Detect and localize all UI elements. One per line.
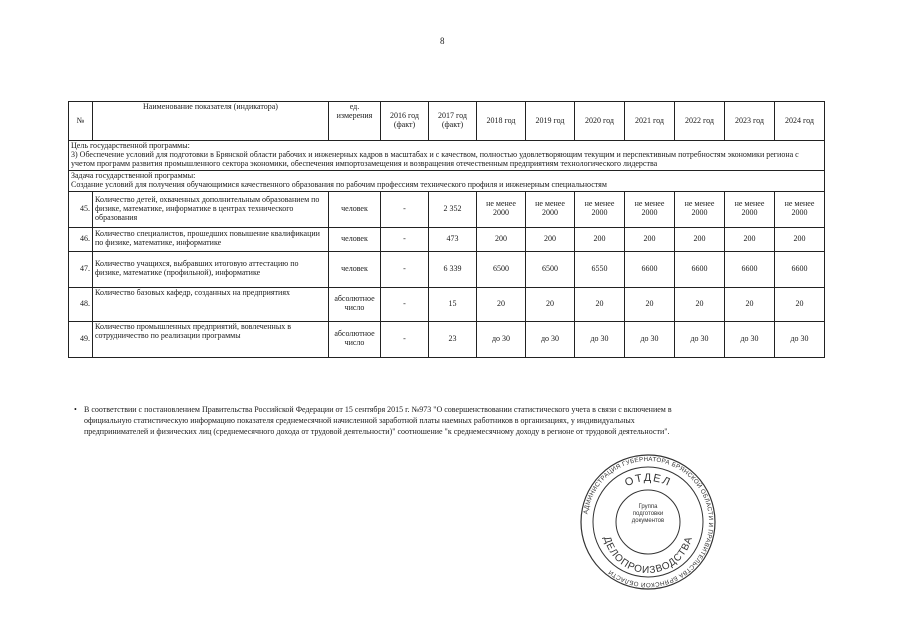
goal-text: 3) Обеспечение условий для подготовки в Брянской области рабочих и инженерных кадров в масштабах и с качеством, полностью удовлетворяющим текущим и перспективным потребностям экономики региона с учетом программ развития промышленного сектора экономики, обеспечения импортозамещения и возвращения отечественным предприятиям технологического лидерства [71, 149, 799, 168]
task-cell [69, 170, 825, 191]
value-2021: 20 [625, 287, 675, 321]
stamp-inner-text: Группа подготовки документов [631, 504, 665, 525]
header-cell: № [69, 102, 93, 141]
table-header-row [69, 102, 825, 141]
value-2019: 200 [526, 227, 575, 251]
unit-cell: абсолютное число [329, 321, 381, 357]
indicator-name: Количество специалистов, прошедших повышение квалификации по физике, математике, информатике [93, 227, 329, 251]
value-2019: не менее 2000 [526, 191, 575, 227]
value-2024: 20 [775, 287, 825, 321]
indicator-name: Количество детей, охваченных дополнительным образованием по физике, математике, информатике в центрах технического образования [93, 191, 329, 227]
value-2018: не менее 2000 [477, 191, 526, 227]
footnote-bullet: • [74, 405, 77, 414]
value-2020: не менее 2000 [575, 191, 625, 227]
svg-text:ОТДЕЛ [623, 472, 673, 489]
indicator-name: Количество промышленных предприятий, вовлеченных в сотрудничество по реализации программы [93, 321, 329, 357]
table-row [69, 191, 825, 227]
row-number: 48. [69, 287, 93, 321]
stamp-dept-top: ОТДЕЛ [623, 471, 673, 490]
value-2018: 200 [477, 227, 526, 251]
row-number: 49. [69, 321, 93, 357]
value-2022: 200 [675, 227, 725, 251]
row-number: 45. [69, 191, 93, 227]
unit-cell: человек [329, 227, 381, 251]
row-number: 46. [69, 227, 93, 251]
value-2017: 23 [429, 321, 477, 357]
page-number: 8 [440, 36, 445, 46]
header-cell: 2020 год [575, 102, 625, 141]
value-2022: не менее 2000 [675, 191, 725, 227]
value-2024: 6600 [775, 251, 825, 287]
indicators-table [68, 101, 825, 358]
value-2016: - [381, 321, 429, 357]
unit-cell: человек [329, 251, 381, 287]
stamp-dept-bottom: ДЕЛОПРОИЗВОДСТВА [600, 535, 696, 577]
goal-label: Цель государственной программы: [71, 141, 190, 150]
unit-cell: абсолютное число [329, 287, 381, 321]
header-cell: 2023 год [725, 102, 775, 141]
row-number: 47. [69, 251, 93, 287]
value-2016: - [381, 191, 429, 227]
value-2016: - [381, 287, 429, 321]
header-cell: 2019 год [526, 102, 575, 141]
value-2017: 2 352 [429, 191, 477, 227]
value-2021: 200 [625, 227, 675, 251]
task-label: Задача государственной программы: [71, 170, 196, 180]
value-2023: до 30 [725, 321, 775, 357]
value-2020: 20 [575, 287, 625, 321]
table-row [69, 321, 825, 357]
header-cell: 2022 год [675, 102, 725, 141]
value-2024: 200 [775, 227, 825, 251]
value-2023: не менее 2000 [725, 191, 775, 227]
value-2021: 6600 [625, 251, 675, 287]
value-2022: 6600 [675, 251, 725, 287]
value-2018: 20 [477, 287, 526, 321]
header-cell: 2017 год (факт) [429, 102, 477, 141]
value-2021: не менее 2000 [625, 191, 675, 227]
value-2024: не менее 2000 [775, 191, 825, 227]
header-cell: Наименование показателя (индикатора) [93, 102, 329, 141]
value-2017: 15 [429, 287, 477, 321]
value-2016: - [381, 227, 429, 251]
office-stamp [578, 452, 718, 592]
value-2020: 200 [575, 227, 625, 251]
header-cell: 2021 год [625, 102, 675, 141]
value-2023: 6600 [725, 251, 775, 287]
value-2020: до 30 [575, 321, 625, 357]
indicator-name: Количество учащихся, выбравших итоговую аттестацию по физике, математике (профильной), информатике [93, 251, 329, 287]
header-cell: ед. измерения [329, 102, 381, 141]
footnote [74, 405, 684, 437]
value-2019: 6500 [526, 251, 575, 287]
table-row [69, 227, 825, 251]
header-cell: 2018 год [477, 102, 526, 141]
value-2022: до 30 [675, 321, 725, 357]
table-row [69, 251, 825, 287]
task-row [69, 170, 825, 191]
header-cell: 2024 год [775, 102, 825, 141]
value-2019: 20 [526, 287, 575, 321]
footnote-text: В соответствии с постановлением Правительства Российской Федерации от 15 сентября 2015 г. №973 "О совершенствовании статистического учета в связи с включением в официальную статистическую информацию показателя среднемесячной начисленной заработной платы наемных работников в организациях, у индивидуальных предпринимателей и физических лиц (среднемесячного дохода от трудовой деятельности)" соотношение "к среднемесячному доходу в регионе от трудовой деятельности". [84, 405, 672, 436]
value-2017: 473 [429, 227, 477, 251]
value-2023: 200 [725, 227, 775, 251]
value-2021: до 30 [625, 321, 675, 357]
unit-cell: человек [329, 191, 381, 227]
value-2024: до 30 [775, 321, 825, 357]
goal-row [69, 141, 825, 171]
table-row [69, 287, 825, 321]
value-2018: до 30 [477, 321, 526, 357]
stamp-outer-text: АДМИНИСТРАЦИЯ ГУБЕРНАТОРА БРЯНСКОЙ ОБЛАСТИ И ПРАВИТЕЛЬСТВА БРЯНСКОЙ ОБЛАСТИ [582, 455, 715, 589]
indicator-name: Количество базовых кафедр, созданных на предприятиях [93, 287, 329, 321]
svg-text:ДЕЛОПРОИЗВОДСТВА [601, 535, 695, 576]
task-text: Создание условий для получения обучающимися качественного образования по рабочим профессиям технического профиля и инженерным специальностям [71, 179, 607, 189]
goal-cell [69, 141, 825, 171]
value-2019: до 30 [526, 321, 575, 357]
value-2018: 6500 [477, 251, 526, 287]
value-2022: 20 [675, 287, 725, 321]
value-2016: - [381, 251, 429, 287]
header-cell: 2016 год (факт) [381, 102, 429, 141]
value-2023: 20 [725, 287, 775, 321]
value-2017: 6 339 [429, 251, 477, 287]
value-2020: 6550 [575, 251, 625, 287]
